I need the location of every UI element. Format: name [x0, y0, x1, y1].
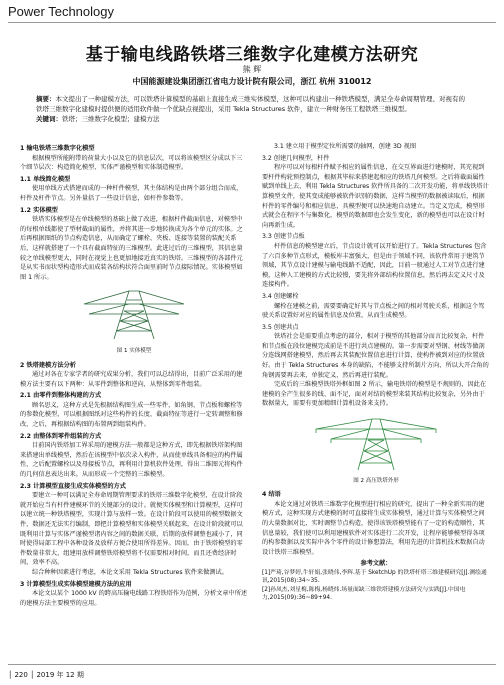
paragraph: 完成后的三维模型铁塔外框如图 2 所示，输电铁塔的模型是不规则的，因此在建模的全产生很多的线、面不足，面对对结的模型来装其结构比较复杂，另外由于数据量大，需要有更加精细计算机设备来支持。 [262, 381, 487, 408]
journal-name: Power Technology [8, 4, 114, 19]
section-heading: 4 结语 [262, 491, 281, 499]
paragraph: 铁塔社会是需要重点考虑的部分，相对于模型的其他部分而言比较复杂，杆件和节点板在段位建模完成前是不进行共点建模的。第一步需要对型钢、材线等做剖分连线网搭建模型，然后再去其装配位置信息进行计算，使构件被到对应的位置放好。由于 Tekla Structures 本身的缺陷，不能够支持所制片方向，所以大开合角的角钢需要再去来，单独定义，然后再进行装配。 [262, 333, 489, 379]
page-footer [0, 664, 504, 685]
tower-outline-image [286, 413, 466, 471]
subsection-heading: 2.3 计算模型直接生成实体模型的方式 [20, 482, 126, 490]
paper-title: 基于输电线路铁塔三维数字化建模方法研究 [85, 45, 419, 65]
page-number: │ 220 │ 2019 年 12 期 [8, 671, 84, 679]
figure-1 [44, 286, 224, 356]
paragraph: 使用单线方式搭建而成的一种杆件模型，其主体结构是由两个部分组合而成，杆件及杆件节点。另外量括了一些设计信息，如杆件参数等。 [20, 185, 243, 202]
paragraph: 3.1 建立用于模型定位所需要的轴网，创建 3D 视图 [274, 143, 417, 150]
paragraph: 杆件信息的模型建立后，节点设计就可以开始进行了。Tekla Structures 包含了六百多种节点形式，模板库丰富强大，但是由于领域不同，该软件常用于建筑节领域，其节点设计建模与输电线路不适配，因此，目前一般通过人工对节点进行建模，这种人工建模的方式比较慢，要先将外部结构位置信息，然后再去定义尺寸及连接构件。 [262, 242, 487, 289]
section-heading: 1 输电铁塔三维数字化模型 [20, 145, 95, 152]
paragraph: 程序可以对每根杆件赋予相应的属性信息，在交互界面进行建模时，其充视到要杆件构轮预控制点，根据其毕标来搭建起相应的铁塔几何模型。之后将截面属性赋到单线上去，利用 Tekla Structures 软件所具备的二次开发功能，将单线铁塔计算模型文件，使其变成能够被软件识别的数据，这样当模型的数据被读取后，根据杆件的零件编号和相应信息，具模型便可以快速地自动建立。当定义完成，模型形式就会在程序不与集数化，模型的数据即也会发生变化，新的模型也可以在设计时向再新生成。 [262, 164, 489, 229]
reference-item: [1]严琦,谷梦婷,牛轩娟,张晓伟,李辉.基于 SketchUp 的铁塔杆塔三维建模研究[J].测绘通讯,2015(08):34~35. [262, 569, 487, 585]
right-column [262, 142, 490, 603]
subsection-heading: 1.2 实体模型 [20, 206, 58, 214]
left-column [20, 142, 248, 608]
paragraph: 本论文以某个 1000 kV 的跨高压输电线路工程铁塔作为范例，分析文章中所述的建模方法主要模型的应用。 [20, 590, 248, 607]
abstract-label: 摘要： [36, 95, 56, 103]
paragraph: 要建立一种可以满足全寿命周期管理要求的铁塔三维数字化模型，在设计阶段就开始应当有杆件建模环节的关键部分的设计。就便实体模型和计算模型，这样可以建立统一种铁塔模型，实现计算与放样一致。在设计阶段可以使用的模型数据文件，数据还无法实行编制，即把计算模型和实体模型关联起来，在设计阶段就可以既利用计算与实体严谨模型诸内容之间的数据关联，后期的放样调整也减小了，同时使得局部工程中各种设备及放样方便合使用所得差异。因而，由于铁塔模型的零件数量非常大，组建用放样调整铁塔模型将不仅需要相对时间，而且还费经济时间，效率不高。 [20, 492, 243, 567]
references-heading: 参考文献： [360, 560, 392, 568]
keywords-text: 铁塔；三维数字化模型；建模方法 [62, 115, 160, 123]
author: 熊 辉 [242, 65, 262, 74]
tower-model-image [44, 286, 224, 341]
figure-2 [286, 413, 466, 486]
page-header [0, 0, 504, 34]
paragraph: 通过对各在专家学者的研究成果分析，我们可以总结得出，目前广泛采用的建模方法主要有以下两种：从零件到整体和逆向，从整体到零件组装。 [20, 371, 243, 388]
reference-item: [2]孙凤杰,刘星梅,陈梅,杨晓炜.场量面缺三维铁塔建模方法研究与实践[J].中国电力,2015(09):36~89+94. [262, 586, 466, 602]
figure-caption: 图 2 高压铁塔外形 [353, 477, 399, 484]
paragraph: 本论文通过对铁塔三维数字化模型进行相应的研究，提出了一种全新实用的建模方式，这种实现方式建模的时可直接将生成实体模型，通过计算与实体模型之间的大量数据对比，实时调整节点构造，使得该铁塔模型能有了一定的构造顺性，其信息量较，我们使可以利用建模软件对实体进行二次开发，让程序能够模型得各项的构参数据以及实际中各个零件的设计修想算法，利用先进的计算机技术数据自动设计铁塔三维模型。 [262, 500, 485, 556]
subsection-heading: 1.1 单线简化模型 [20, 175, 71, 183]
section-heading: 2 铁塔建模方法分析 [20, 361, 76, 369]
paragraph: 顾名思义，这种方式是先根据结构图生成一些零件，如角钢、节点板和螺栓等的参数化模型，可以根据图纸对这些构件的长度、截面特征等进行一定转调整和修改，之后，再根据结构图的布置两到组装构件。 [20, 401, 243, 429]
subsection-heading: 3.2 创建几何模型，杆件 [262, 154, 330, 162]
subsection-heading: 3.4 创建螺栓 [262, 292, 299, 300]
section-heading: 3 计算模型生成实体模型建模方法的应用 [20, 580, 132, 588]
figure-caption: 图 1 实体模型 [116, 347, 152, 354]
paragraph: 综合种种因素进行考虑，本论文采用 Tekla Structures 软件来做测试。 [32, 568, 228, 576]
paragraph: 根据模型所能附带的荷量大小以及它的信息层次，可以将该模型区分成以下三个细节层次：构造简化模型、实体严谨模型和实体制造模型。 [20, 154, 243, 172]
abstract [36, 94, 468, 124]
subsection-heading: 2.1 由零件到整体构建的方式 [20, 392, 102, 400]
subsection-heading: 3.3 创建节点板 [262, 233, 305, 241]
paragraph: 目前国内铁塔加工界采用的建模方法一般都是这种方式，即先根据铁塔架构图来搭建出单线模型，然后在该模型中依次录入构件，从而使单线具备相应的构件属性，之后配置螺栓以及母接板节点，再利用计算机软件处理，得出二维图元将构件的几何信息表达出来。从而形成一个完整的三维模型。 [20, 442, 243, 479]
keywords-label: 关键词： [36, 115, 62, 123]
paragraph: 铁塔实体模型是在单线模型的基础上做了改进，根据杆件截面信息，对模型中的每根单线都使了型材截面的属性，并将其进一步地转换成为各个单元的实体。之后再根据图纸的节点构造信息，从而确定了螺栓、夹板、连接等装置的装配关系后，这样就搭建了一个具有截面特征的三维模型。此进过后的三维模型，其信息量较之单线模型更大，同时在视觉上也更加地接近真实的铁塔。三维模型的各部件元是从实书而状型构造形式而成装各结构状符合面里前时节点接际情况。实体模型如图 1 所示。 [20, 216, 243, 281]
affiliation: 中国能源建设集团浙江省电力设计院有限公司，浙江 杭州 310012 [132, 77, 372, 86]
paragraph: 螺栓在建模之前，需要要确定好其与节点板之间的相对驾驶关系，根据这个驾驶关系设置好对应的属性信息及位置，从而生成模型。 [262, 302, 485, 320]
footer-rule [8, 664, 496, 665]
subsection-heading: 2.2 由整体到零件组装的方式 [20, 432, 102, 440]
header-rule [8, 22, 496, 23]
abstract-text: 本文提出了一种建模方法，可以铁塔计算模型的基础上直接生成三维实体模型，这种可以构建出一种铁塔模型，满足全寿命周期管理、对视有的铁塔三维数字化建模时提供便的适用软件做一个优缺点视提出，采用 Tekla Structures 软件，建立一种财务压工程铁塔三维模型。 [36, 95, 465, 113]
subsection-heading: 3.5 创建共点 [262, 323, 299, 331]
